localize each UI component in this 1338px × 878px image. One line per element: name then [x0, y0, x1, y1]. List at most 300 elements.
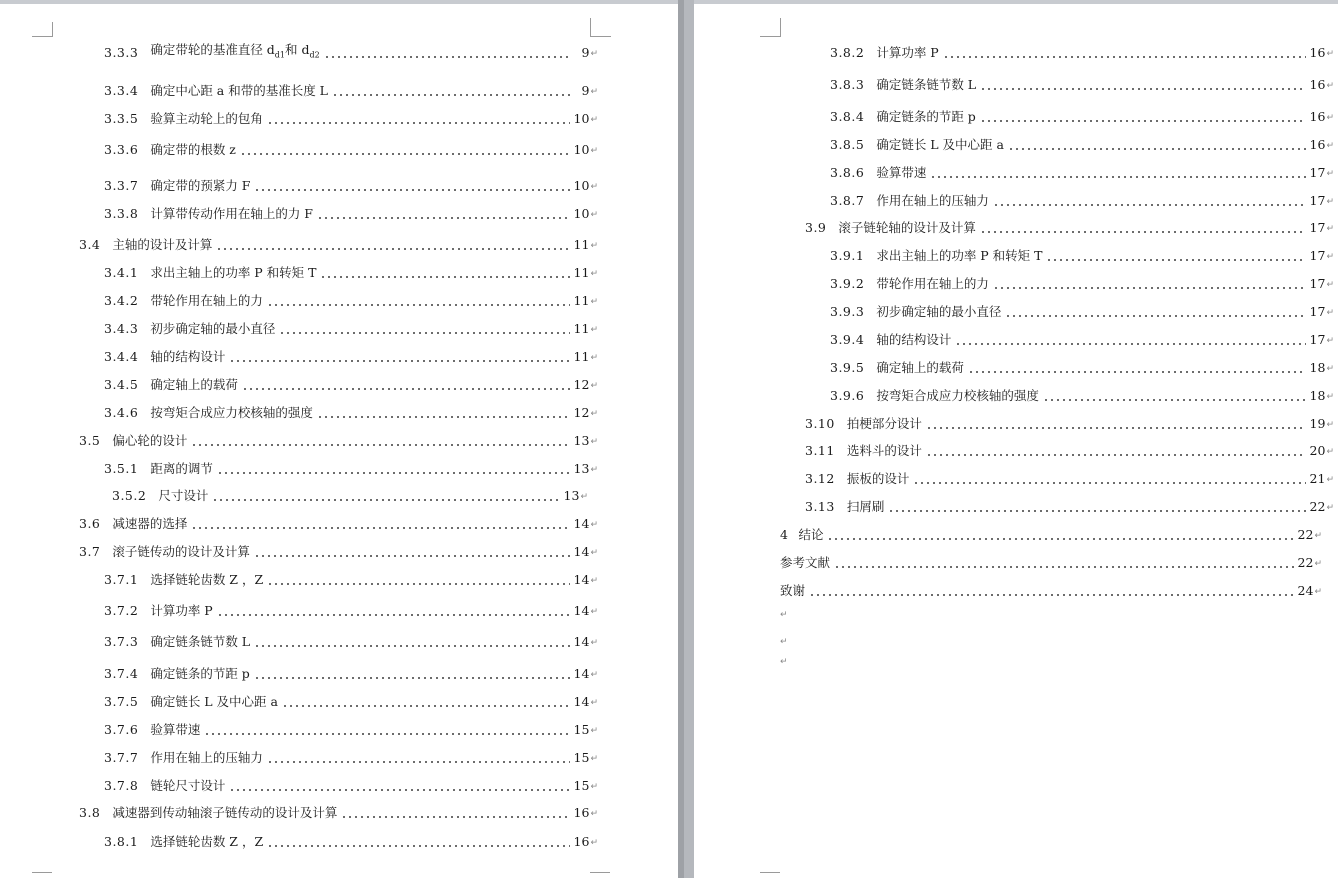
- toc-entry-page-number: 17: [1309, 165, 1326, 180]
- dot-leader: [216, 236, 569, 254]
- toc-entry-page-number: 10: [573, 111, 590, 126]
- toc-entry[interactable]: [104, 205, 598, 223]
- paragraph-mark-icon: ↵: [590, 838, 598, 848]
- toc-entry[interactable]: [104, 665, 598, 683]
- toc-entry-number: 3.8: [79, 805, 101, 820]
- dot-leader: [229, 348, 569, 366]
- toc-entry-page-number: 14: [573, 603, 590, 618]
- dot-leader: [267, 749, 570, 767]
- toc-entry-number: 3.3.8: [104, 206, 139, 221]
- toc-entry-title: 滚子链轮轴的设计及计算: [838, 220, 976, 235]
- toc-entry-title: 参考文献: [780, 555, 831, 570]
- toc-entry-page-number: 16: [1309, 77, 1326, 92]
- toc-entry-number: 3.9.4: [830, 332, 865, 347]
- toc-entry-number: 3.10: [805, 416, 835, 431]
- subscript: d2: [309, 50, 320, 60]
- dot-leader: [980, 219, 1306, 237]
- toc-entry[interactable]: [79, 804, 598, 822]
- toc-entry-title: 轴的结构设计: [876, 332, 952, 347]
- paragraph-mark-icon: ↵: [590, 353, 598, 363]
- toc-entry-title: 带轮作用在轴上的力: [876, 276, 989, 291]
- toc-entry-number: 3.3.4: [104, 83, 139, 98]
- toc-entry-number: 3.8.2: [830, 45, 865, 60]
- toc-entry-page-number: 15: [573, 722, 590, 737]
- toc-entry[interactable]: [104, 82, 598, 100]
- dot-leader: [913, 470, 1305, 488]
- paragraph-mark-icon: ↵: [590, 782, 598, 792]
- toc-entry[interactable]: [79, 236, 598, 254]
- toc-entry-title: 确定带的根数 z: [150, 142, 236, 157]
- dot-leader: [267, 292, 570, 310]
- toc-entry[interactable]: [104, 721, 598, 739]
- paragraph-mark-icon: ↵: [590, 548, 598, 558]
- toc-entry-title: 确定链条链节数 L: [876, 77, 977, 92]
- toc-entry-number: 3.8.5: [830, 137, 865, 152]
- dot-leader: [930, 164, 1305, 182]
- toc-entry-page-number: 24: [1297, 583, 1314, 598]
- toc-entry-number: 3.5.1: [104, 461, 139, 476]
- toc-entry-title: 带轮作用在轴上的力: [150, 293, 263, 308]
- crop-mark-bottom-right: [590, 872, 610, 878]
- toc-entry-number: 3.4.6: [104, 405, 139, 420]
- toc-entry[interactable]: [79, 543, 598, 561]
- toc-entry-number: 3.7.4: [104, 666, 139, 681]
- paragraph-mark-icon: ↵: [590, 726, 598, 736]
- toc-entry[interactable]: [79, 432, 598, 450]
- toc-entry[interactable]: [830, 275, 1334, 293]
- toc-entry-page-number: 15: [573, 778, 590, 793]
- toc-entry[interactable]: [830, 192, 1334, 210]
- toc-entry-number: 3.4.5: [104, 377, 139, 392]
- toc-entry[interactable]: [104, 376, 598, 394]
- paragraph-mark-icon: ↵: [780, 610, 788, 620]
- dot-leader: [827, 526, 1293, 544]
- toc-entry-title: 初步确定轴的最小直径: [150, 321, 276, 336]
- dot-leader: [993, 275, 1306, 293]
- dot-leader: [943, 44, 1306, 62]
- toc-entry-number: 3.8.4: [830, 109, 865, 124]
- paragraph-mark-icon: ↵: [590, 465, 598, 475]
- paragraph-mark-icon: ↵: [590, 49, 598, 59]
- paragraph-mark-icon: ↵: [590, 437, 598, 447]
- toc-entry[interactable]: [830, 387, 1334, 405]
- dot-leader: [926, 442, 1306, 460]
- toc-entry-page-number: 17: [1309, 193, 1326, 208]
- dot-leader: [254, 633, 569, 651]
- dot-leader: [926, 415, 1306, 433]
- toc-entry[interactable]: [104, 110, 598, 128]
- paragraph-mark-icon: ↵: [1326, 447, 1334, 457]
- toc-entry[interactable]: [104, 693, 598, 711]
- dot-leader: [324, 44, 572, 62]
- toc-entry-page-number: 11: [573, 237, 590, 252]
- dot-leader: [1008, 136, 1306, 154]
- toc-entry-page-number: 15: [573, 750, 590, 765]
- toc-entry-number: 3.7.8: [104, 778, 139, 793]
- toc-entry-title: 选择链轮齿数 Z ，Z: [150, 834, 264, 849]
- dot-leader: [341, 804, 569, 822]
- dot-leader: [212, 487, 559, 505]
- paragraph-mark-icon: ↵: [590, 87, 598, 97]
- toc-entry-page-number: 17: [1309, 276, 1326, 291]
- toc-entry-title: 减速器的选择: [112, 516, 188, 531]
- paragraph-mark-icon: ↵: [590, 638, 598, 648]
- toc-entry-title: 主轴的设计及计算: [112, 237, 213, 252]
- toc-entry[interactable]: [830, 164, 1334, 182]
- toc-entry-title: 计算功率 P: [150, 603, 213, 618]
- toc-entry[interactable]: [104, 404, 598, 422]
- toc-entry-title: 计算功率 P: [876, 45, 939, 60]
- toc-entry-number: 3.8.6: [830, 165, 865, 180]
- toc-entry[interactable]: [104, 833, 598, 851]
- document-page-right[interactable]: [694, 4, 1338, 878]
- toc-entry-number: 3.9.2: [830, 276, 865, 291]
- toc-entry-title: 链轮尺寸设计: [150, 778, 226, 793]
- toc-entry-title: 求出主轴上的功率 P 和转矩 T: [150, 265, 317, 280]
- toc-entry-number: 3.9.1: [830, 248, 865, 263]
- toc-entry-title: 验算主动轮上的包角: [150, 111, 263, 126]
- toc-entry-page-number: 16: [573, 805, 590, 820]
- toc-entry-page-number: 17: [1309, 248, 1326, 263]
- toc-entry-title: 拍梗部分设计: [846, 416, 922, 431]
- paragraph-mark-icon: ↵: [1326, 197, 1334, 207]
- dot-leader: [993, 192, 1306, 210]
- toc-entry-page-number: 11: [573, 293, 590, 308]
- toc-entry[interactable]: [104, 44, 598, 62]
- toc-entry-page-number: 18: [1309, 360, 1326, 375]
- toc-entry-number: 3.9.5: [830, 360, 865, 375]
- toc-entry-title: 按弯矩合成应力校核轴的强度: [150, 405, 313, 420]
- toc-entry-number: 3.8.7: [830, 193, 865, 208]
- toc-entry-title: 作用在轴上的压轴力: [150, 750, 263, 765]
- toc-entry[interactable]: [104, 177, 598, 195]
- toc-entry-title: 确定轴上的载荷: [876, 360, 964, 375]
- toc-entry-page-number: 11: [573, 321, 590, 336]
- paragraph-mark-icon: ↵: [590, 409, 598, 419]
- dot-leader: [217, 602, 570, 620]
- dot-leader: [267, 571, 569, 589]
- crop-mark-bottom-left: [32, 872, 52, 878]
- dot-leader: [888, 498, 1305, 516]
- toc-entry-page-number: 10: [573, 142, 590, 157]
- paragraph-mark-icon: ↵: [590, 809, 598, 819]
- paragraph-mark-icon: ↵: [590, 297, 598, 307]
- toc-entry[interactable]: [104, 633, 598, 651]
- toc-entry-title: 轴的结构设计: [150, 349, 226, 364]
- toc-entry-page-number: 12: [573, 377, 590, 392]
- paragraph-mark-icon: ↵: [1326, 420, 1334, 430]
- toc-entry[interactable]: [104, 292, 598, 310]
- toc-entry-page-number: 16: [1309, 137, 1326, 152]
- toc-entry[interactable]: [780, 554, 1322, 572]
- toc-entry[interactable]: [104, 460, 598, 478]
- toc-entry[interactable]: [805, 415, 1334, 433]
- toc-entry-title: 选择链轮齿数 Z ，Z: [150, 572, 264, 587]
- crop-mark-bottom-left: [760, 872, 780, 878]
- paragraph-mark-icon: ↵: [590, 754, 598, 764]
- dot-leader: [267, 833, 569, 851]
- dot-leader: [254, 665, 570, 683]
- paragraph-mark-icon: ↵: [590, 607, 598, 617]
- paragraph-mark-icon: ↵: [1326, 141, 1334, 151]
- toc-entry-title-text: 和 d: [285, 42, 310, 58]
- paragraph-mark-icon: ↵: [1314, 587, 1322, 597]
- toc-entry-title: 确定链条的节距 p: [150, 666, 250, 681]
- toc-entry-number: 3.3.7: [104, 178, 139, 193]
- toc-entry-title: 确定带的预紧力 F: [150, 178, 251, 193]
- document-page-left[interactable]: [0, 4, 678, 878]
- toc-entry-number: 3.7.1: [104, 572, 139, 587]
- paragraph-mark-icon: ↵: [590, 698, 598, 708]
- toc-entry-number: 3.9: [805, 220, 827, 235]
- toc-entry-number: 3.4.2: [104, 293, 139, 308]
- toc-entry-page-number: 17: [1309, 332, 1326, 347]
- toc-entry-title: 尺寸设计: [158, 488, 209, 503]
- toc-entry[interactable]: [830, 359, 1334, 377]
- dot-leader: [1046, 247, 1305, 265]
- toc-entry-title: 确定中心距 a 和带的基准长度 L: [150, 83, 328, 98]
- toc-entry[interactable]: [805, 498, 1334, 516]
- toc-entry[interactable]: [104, 141, 598, 159]
- toc-entry[interactable]: [805, 470, 1334, 488]
- paragraph-mark-icon: ↵: [1326, 308, 1334, 318]
- paragraph-mark-icon: ↵: [590, 115, 598, 125]
- toc-entry-title: 扫屑刷: [846, 499, 885, 514]
- dot-leader: [320, 264, 569, 282]
- toc-entry-number: 3.7.6: [104, 722, 139, 737]
- paragraph-mark-icon: ↵: [1326, 503, 1334, 513]
- dot-leader: [204, 721, 569, 739]
- toc-entry-page-number: 21: [1309, 471, 1326, 486]
- toc-entry-title: 求出主轴上的功率 P 和转矩 T: [876, 248, 1043, 263]
- toc-entry-number: 3.3.3: [104, 45, 139, 60]
- paragraph-mark-icon: ↵: [590, 182, 598, 192]
- toc-entry[interactable]: [104, 571, 598, 589]
- crop-mark-top-left: [760, 18, 781, 37]
- toc-entry-page-number: 14: [573, 666, 590, 681]
- toc-entry[interactable]: [104, 320, 598, 338]
- toc-entry-page-number: 14: [573, 634, 590, 649]
- toc-entry-page-number: 19: [1309, 416, 1326, 431]
- page-gutter: [678, 0, 694, 878]
- toc-entry-number: 3.13: [805, 499, 835, 514]
- toc-entry-title: 验算带速: [876, 165, 927, 180]
- toc-entry-page-number: 12: [573, 405, 590, 420]
- toc-entry-page-number: 9: [581, 45, 590, 60]
- toc-entry-title: 距离的调节: [150, 461, 213, 476]
- dot-leader: [332, 82, 571, 100]
- toc-entry-page-number: 14: [573, 544, 590, 559]
- paragraph-mark-icon: ↵: [590, 210, 598, 220]
- toc-entry-number: 3.4.3: [104, 321, 139, 336]
- toc-entry-page-number: 22: [1309, 499, 1326, 514]
- toc-entry-page-number: 22: [1297, 527, 1314, 542]
- dot-leader: [980, 108, 1306, 126]
- subscript: d1: [274, 50, 286, 60]
- toc-entry-number: 3.6: [79, 516, 101, 531]
- paragraph-mark-icon: ↵: [590, 146, 598, 156]
- paragraph-mark-icon: ↵: [590, 325, 598, 335]
- toc-entry-page-number: 10: [573, 178, 590, 193]
- toc-entry-page-number: 13: [573, 461, 590, 476]
- toc-entry-page-number: 18: [1309, 388, 1326, 403]
- toc-entry-page-number: 11: [573, 265, 590, 280]
- toc-entry-title-text: 确定带轮的基准直径 d: [150, 42, 275, 58]
- dot-leader: [242, 376, 570, 394]
- paragraph-mark-icon: ↵: [1326, 81, 1334, 91]
- toc-entry-title: 按弯矩合成应力校核轴的强度: [876, 388, 1039, 403]
- toc-entry-number: 3.7.3: [104, 634, 139, 649]
- toc-entry[interactable]: [830, 303, 1334, 321]
- toc-entry-title: 确定链长 L 及中心距 a: [150, 694, 278, 709]
- dot-leader: [1005, 303, 1305, 321]
- toc-entry[interactable]: [805, 442, 1334, 460]
- toc-entry[interactable]: [780, 582, 1322, 600]
- toc-entry-page-number: 9: [581, 83, 590, 98]
- toc-entry[interactable]: [780, 526, 1322, 544]
- dot-leader: [282, 693, 570, 711]
- paragraph-mark-icon: ↵: [590, 241, 598, 251]
- paragraph-mark-icon: ↵: [1326, 169, 1334, 179]
- toc-entry-page-number: 14: [573, 694, 590, 709]
- toc-entry-page-number: 11: [573, 349, 590, 364]
- toc-entry-title: 确定链条的节距 p: [876, 109, 976, 124]
- toc-entry-number: 3.9.3: [830, 304, 865, 319]
- toc-entry-title: 作用在轴上的压轴力: [876, 193, 989, 208]
- toc-entry-number: 3.7: [79, 544, 101, 559]
- dot-leader: [191, 432, 569, 450]
- toc-entry[interactable]: [830, 247, 1334, 265]
- crop-mark-top-right: [590, 18, 611, 37]
- dot-leader: [834, 554, 1294, 572]
- toc-entry[interactable]: [104, 348, 598, 366]
- paragraph-mark-icon: ↵: [1326, 49, 1334, 59]
- dot-leader: [955, 331, 1305, 349]
- toc-entry-title: 确定链长 L 及中心距 a: [876, 137, 1004, 152]
- toc-entry-number: 3.4: [79, 237, 101, 252]
- toc-entry-number: 3.5.2: [112, 488, 147, 503]
- toc-entry-number: 3.3.6: [104, 142, 139, 157]
- toc-entry-title: 减速器到传动轴滚子链传动的设计及计算: [112, 805, 338, 820]
- toc-entry-title: 偏心轮的设计: [112, 433, 188, 448]
- toc-entry[interactable]: [830, 44, 1334, 62]
- dot-leader: [809, 582, 1294, 600]
- toc-entry-page-number: 14: [573, 572, 590, 587]
- toc-entry-title: 初步确定轴的最小直径: [876, 304, 1002, 319]
- toc-entry-page-number: 22: [1297, 555, 1314, 570]
- toc-entry-page-number: 13: [563, 488, 580, 503]
- paragraph-mark-icon: ↵: [1314, 559, 1322, 569]
- toc-entry[interactable]: [830, 76, 1334, 94]
- toc-entry[interactable]: [112, 487, 588, 505]
- toc-entry-page-number: 14: [573, 516, 590, 531]
- crop-mark-top-left: [32, 22, 53, 37]
- dot-leader: [980, 76, 1305, 94]
- toc-entry-page-number: 16: [1309, 45, 1326, 60]
- toc-entry-title: [150, 41, 319, 65]
- dot-leader: [317, 205, 570, 223]
- dot-leader: [191, 515, 569, 533]
- paragraph-mark-icon: ↵: [1326, 113, 1334, 123]
- toc-entry-title: 确定轴上的载荷: [150, 377, 238, 392]
- toc-entry-number: 3.12: [805, 471, 835, 486]
- toc-entry[interactable]: [830, 331, 1334, 349]
- paragraph-mark-icon: ↵: [590, 576, 598, 586]
- toc-entry-title: 振板的设计: [846, 471, 910, 486]
- toc-entry-title: 滚子链传动的设计及计算: [112, 544, 250, 559]
- toc-entry[interactable]: [104, 749, 598, 767]
- toc-entry[interactable]: [830, 136, 1334, 154]
- toc-entry-page-number: 17: [1309, 220, 1326, 235]
- toc-entry-number: 3.8.3: [830, 77, 865, 92]
- dot-leader: [279, 320, 569, 338]
- toc-entry[interactable]: [104, 264, 598, 282]
- dot-leader: [1043, 387, 1306, 405]
- toc-entry-number: 3.7.2: [104, 603, 139, 618]
- toc-entry-number: 3.4.4: [104, 349, 139, 364]
- toc-entry-page-number: 13: [573, 433, 590, 448]
- dot-leader: [217, 460, 570, 478]
- paragraph-mark-icon: ↵: [1326, 392, 1334, 402]
- toc-entry-page-number: 17: [1309, 304, 1326, 319]
- toc-entry-title: 验算带速: [150, 722, 201, 737]
- toc-entry-number: 3.9.6: [830, 388, 865, 403]
- paragraph-mark-icon: ↵: [590, 520, 598, 530]
- toc-entry-number: 3.8.1: [104, 834, 139, 849]
- toc-entry-title: 结论: [798, 527, 824, 542]
- toc-entry-number: 3.5: [79, 433, 101, 448]
- toc-entry-number: 3.11: [805, 443, 835, 458]
- paragraph-mark-icon: ↵: [1326, 336, 1334, 346]
- dot-leader: [267, 110, 570, 128]
- paragraph-mark-icon: ↵: [780, 637, 788, 647]
- toc-entry-number: 3.7.7: [104, 750, 139, 765]
- paragraph-mark-icon: ↵: [1326, 224, 1334, 234]
- paragraph-mark-icon: ↵: [580, 492, 588, 502]
- toc-entry[interactable]: [805, 219, 1334, 237]
- paragraph-mark-icon: ↵: [780, 657, 788, 667]
- toc-entry-title: 确定链条链节数 L: [150, 634, 251, 649]
- toc-entry[interactable]: [830, 108, 1334, 126]
- dot-leader: [240, 141, 570, 159]
- paragraph-mark-icon: ↵: [1326, 280, 1334, 290]
- paragraph-mark-icon: ↵: [1314, 531, 1322, 541]
- toc-entry-page-number: 10: [573, 206, 590, 221]
- paragraph-mark-icon: ↵: [590, 381, 598, 391]
- toc-entry-page-number: 20: [1309, 443, 1326, 458]
- toc-entry[interactable]: [104, 602, 598, 620]
- paragraph-mark-icon: ↵: [1326, 364, 1334, 374]
- dot-leader: [254, 177, 569, 195]
- dot-leader: [229, 777, 569, 795]
- toc-entry-title: 致谢: [780, 583, 806, 598]
- toc-entry-number: 3.4.1: [104, 265, 139, 280]
- toc-entry[interactable]: [104, 777, 598, 795]
- paragraph-mark-icon: ↵: [590, 670, 598, 680]
- toc-entry-number: 3.7.5: [104, 694, 139, 709]
- toc-entry-page-number: 16: [1309, 109, 1326, 124]
- dot-leader: [968, 359, 1306, 377]
- toc-entry-number: 3.3.5: [104, 111, 139, 126]
- dot-leader: [254, 543, 570, 561]
- toc-entry[interactable]: [79, 515, 598, 533]
- dot-leader: [317, 404, 570, 422]
- toc-entry-page-number: 16: [573, 834, 590, 849]
- paragraph-mark-icon: ↵: [1326, 252, 1334, 262]
- toc-entry-title: 选料斗的设计: [846, 443, 922, 458]
- toc-entry-title: 计算带传动作用在轴上的力 F: [150, 206, 313, 221]
- paragraph-mark-icon: ↵: [1326, 475, 1334, 485]
